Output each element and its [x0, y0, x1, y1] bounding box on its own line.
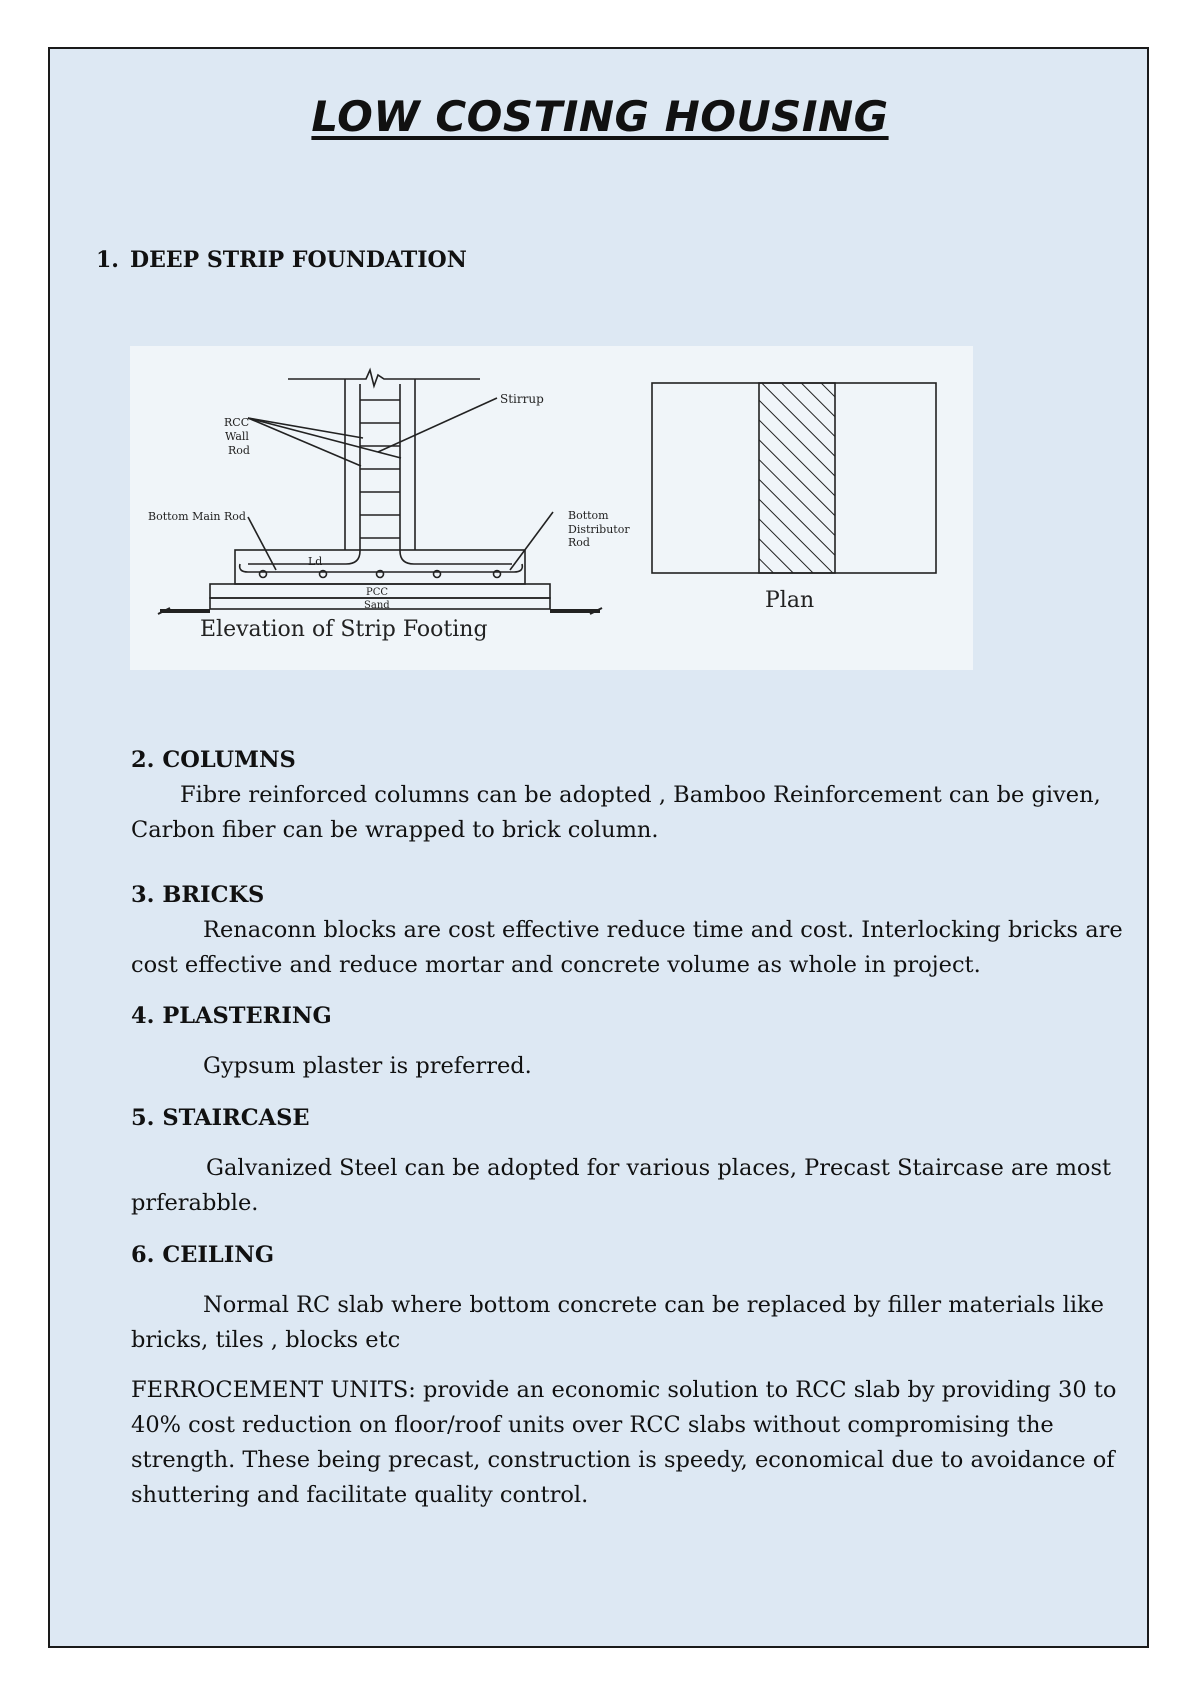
section-2-text: Fibre reinforced columns can be adopted , Bamboo Reinforcement can be given, Carbon fiber can be wrapped to brick column. [131, 782, 1101, 843]
label-bottom: Bottom [568, 509, 609, 522]
section-ceiling [131, 1238, 1141, 1513]
section-5-text: Galvanized Steel can be adopted for various places, Precast Staircase are most prferabble. [131, 1155, 1112, 1216]
section-plastering [131, 999, 1141, 1084]
section-4-heading: 4. PLASTERING [131, 1003, 332, 1029]
section-1-title: DEEP STRIP FOUNDATION [130, 247, 467, 273]
plan-caption: Plan [765, 588, 815, 613]
document-title: LOW COSTING HOUSING [311, 92, 889, 141]
label-pcc: PCC [366, 587, 389, 598]
section-6-text: Normal RC slab where bottom concrete can be replaced by filler materials like bricks, tiles , blocks etc [131, 1292, 1104, 1353]
section-3-heading: 3. BRICKS [131, 882, 265, 908]
label-distributor-rod: Rod [568, 536, 590, 549]
strip-footing-figure [130, 346, 973, 670]
section-5-heading: 5. STAIRCASE [131, 1105, 310, 1131]
section-1-number: 1. [96, 247, 119, 273]
section-staircase [131, 1101, 1141, 1221]
label-sand: Sand [364, 600, 390, 611]
section-4-text: Gypsum plaster is preferred. [203, 1053, 532, 1079]
section-6-heading: 6. CEILING [131, 1242, 275, 1268]
elevation-caption: Elevation of Strip Footing [200, 617, 488, 642]
label-bottom-main-rod: Bottom Main Rod [148, 510, 246, 523]
label-rcc: RCC [224, 416, 250, 429]
strip-footing-diagram [130, 346, 973, 670]
label-wall: Wall [225, 430, 249, 443]
section-1-heading [96, 247, 467, 273]
section-columns [131, 743, 1141, 848]
ferrocement-text: FERROCEMENT UNITS: provide an economic solution to RCC slab by providing 30 to 40% cost reduction on floor/roof units over RCC slabs without compromising the strength. These being precast, construction is speedy, economical due to avoidance of shuttering and facilitate quality control. [131, 1377, 1117, 1508]
label-distributor: Distributor [568, 523, 630, 536]
label-ld: Ld [308, 555, 323, 568]
section-bricks [131, 878, 1141, 983]
section-3-text: Renaconn blocks are cost effective reduce time and cost. Interlocking bricks are cost effective and reduce mortar and concrete volume as whole in project. [131, 917, 1123, 978]
label-stirrup: Stirrup [500, 392, 544, 406]
section-2-heading: 2. COLUMNS [131, 747, 296, 773]
label-rod: Rod [228, 444, 250, 457]
